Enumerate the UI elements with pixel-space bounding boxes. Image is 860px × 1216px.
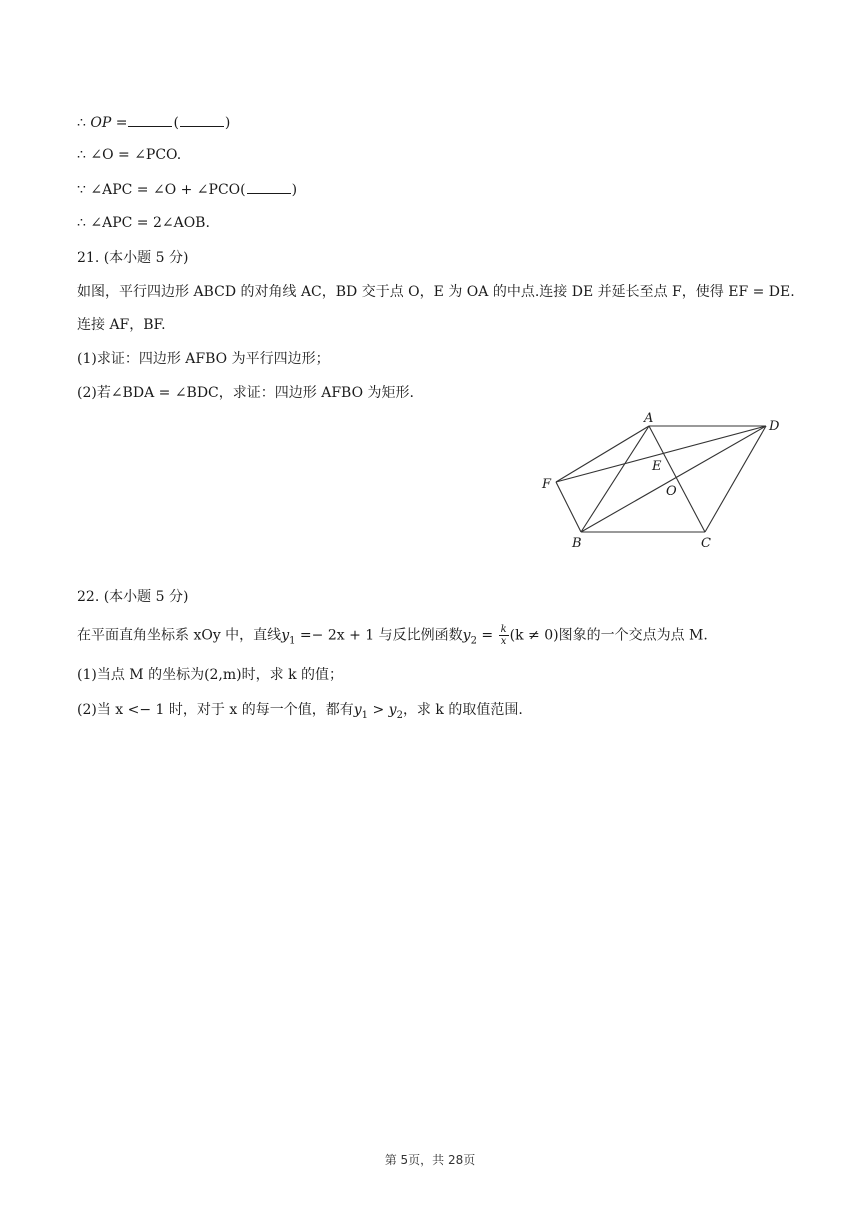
q22-header: 22. (本小题 5 分) [77,589,189,605]
segment-af [556,426,649,482]
q21-stem-line1: 如图，平行四边形 ABCD 的对角线 AC，BD 交于点 O，E 为 OA 的中点.连接 DE 并延长至点 F，使得 EF = DE. [77,284,795,300]
q22-line-eq: =− 2x + 1 与反比例函数 [295,627,463,644]
proof-line-4: ∴ ∠APC = 2∠AOB. [77,215,210,231]
q22-part2-b: ，求 k 的取值范围. [402,702,523,718]
q22-part1: (1)当点 M 的坐标为(2,m)时，求 k 的值； [77,667,344,683]
proof-line-3-close: ) [291,182,298,198]
proof-line-3-main: ∵ ∠APC = ∠O + ∠PCO( [77,182,246,198]
label-o: O [666,484,677,499]
q22-part2-y2: y [388,702,397,718]
k-over-x-fraction [499,624,509,647]
fraction-denominator: x [500,636,507,647]
q21-part2: (2)若∠BDA = ∠BDC，求证：四边形 AFBO 为矩形. [77,385,414,401]
segment-ac [649,426,705,532]
parallelogram-figure [530,408,790,553]
q21-part1: (1)求证：四边形 AFBO 为平行四边形； [77,351,330,367]
label-f: F [542,477,552,492]
segment-bf [556,482,581,532]
q22-part2-gt: > [368,702,389,718]
segment-ab [581,426,649,532]
label-a: A [644,411,654,426]
label-c: C [701,536,711,551]
proof-line-2: ∴ ∠O = ∠PCO. [77,147,182,163]
answer-blank-1[interactable] [128,112,172,127]
q22-y1-sub: 1 [289,635,296,647]
segment-bd [581,426,766,532]
q22-y1: y [281,627,290,644]
label-e: E [652,459,662,474]
q22-y2: y [462,627,471,644]
reason-blank-1[interactable] [180,112,224,127]
proof-line-1: ∴ OP = ( ) [77,112,230,133]
page-footer: 第 5页，共 28页 [384,1153,476,1167]
q22-y2-sub: 2 [470,635,477,647]
proof-line-1-math: OP = [90,115,128,131]
segment-dc [705,426,766,532]
q22-part2-y2-sub: 2 [396,709,403,721]
q22-part2-y1: y [353,702,362,718]
q22-part2 [77,700,523,726]
q21-stem-line2: 连接 AF，BF. [77,317,166,333]
q22-stem [77,624,708,651]
q21-header: 21. (本小题 5 分) [77,250,189,266]
q22-stem-a: 在平面直角坐标系 xOy 中，直线 [77,627,282,644]
label-d: D [769,419,780,434]
q22-part2-a: (2)当 x <− 1 时，对于 x 的每一个值，都有 [77,702,354,718]
q22-part2-y1-sub: 1 [361,709,368,721]
fraction-numerator: k [500,624,507,635]
therefore-symbol: ∴ [77,115,91,131]
proof-line-3 [77,179,297,200]
label-b: B [572,536,582,551]
reason-blank-2[interactable] [247,179,291,194]
q22-eq: = [476,627,498,644]
q22-stem-b: (k ≠ 0)图象的一个交点为点 M. [509,627,708,644]
